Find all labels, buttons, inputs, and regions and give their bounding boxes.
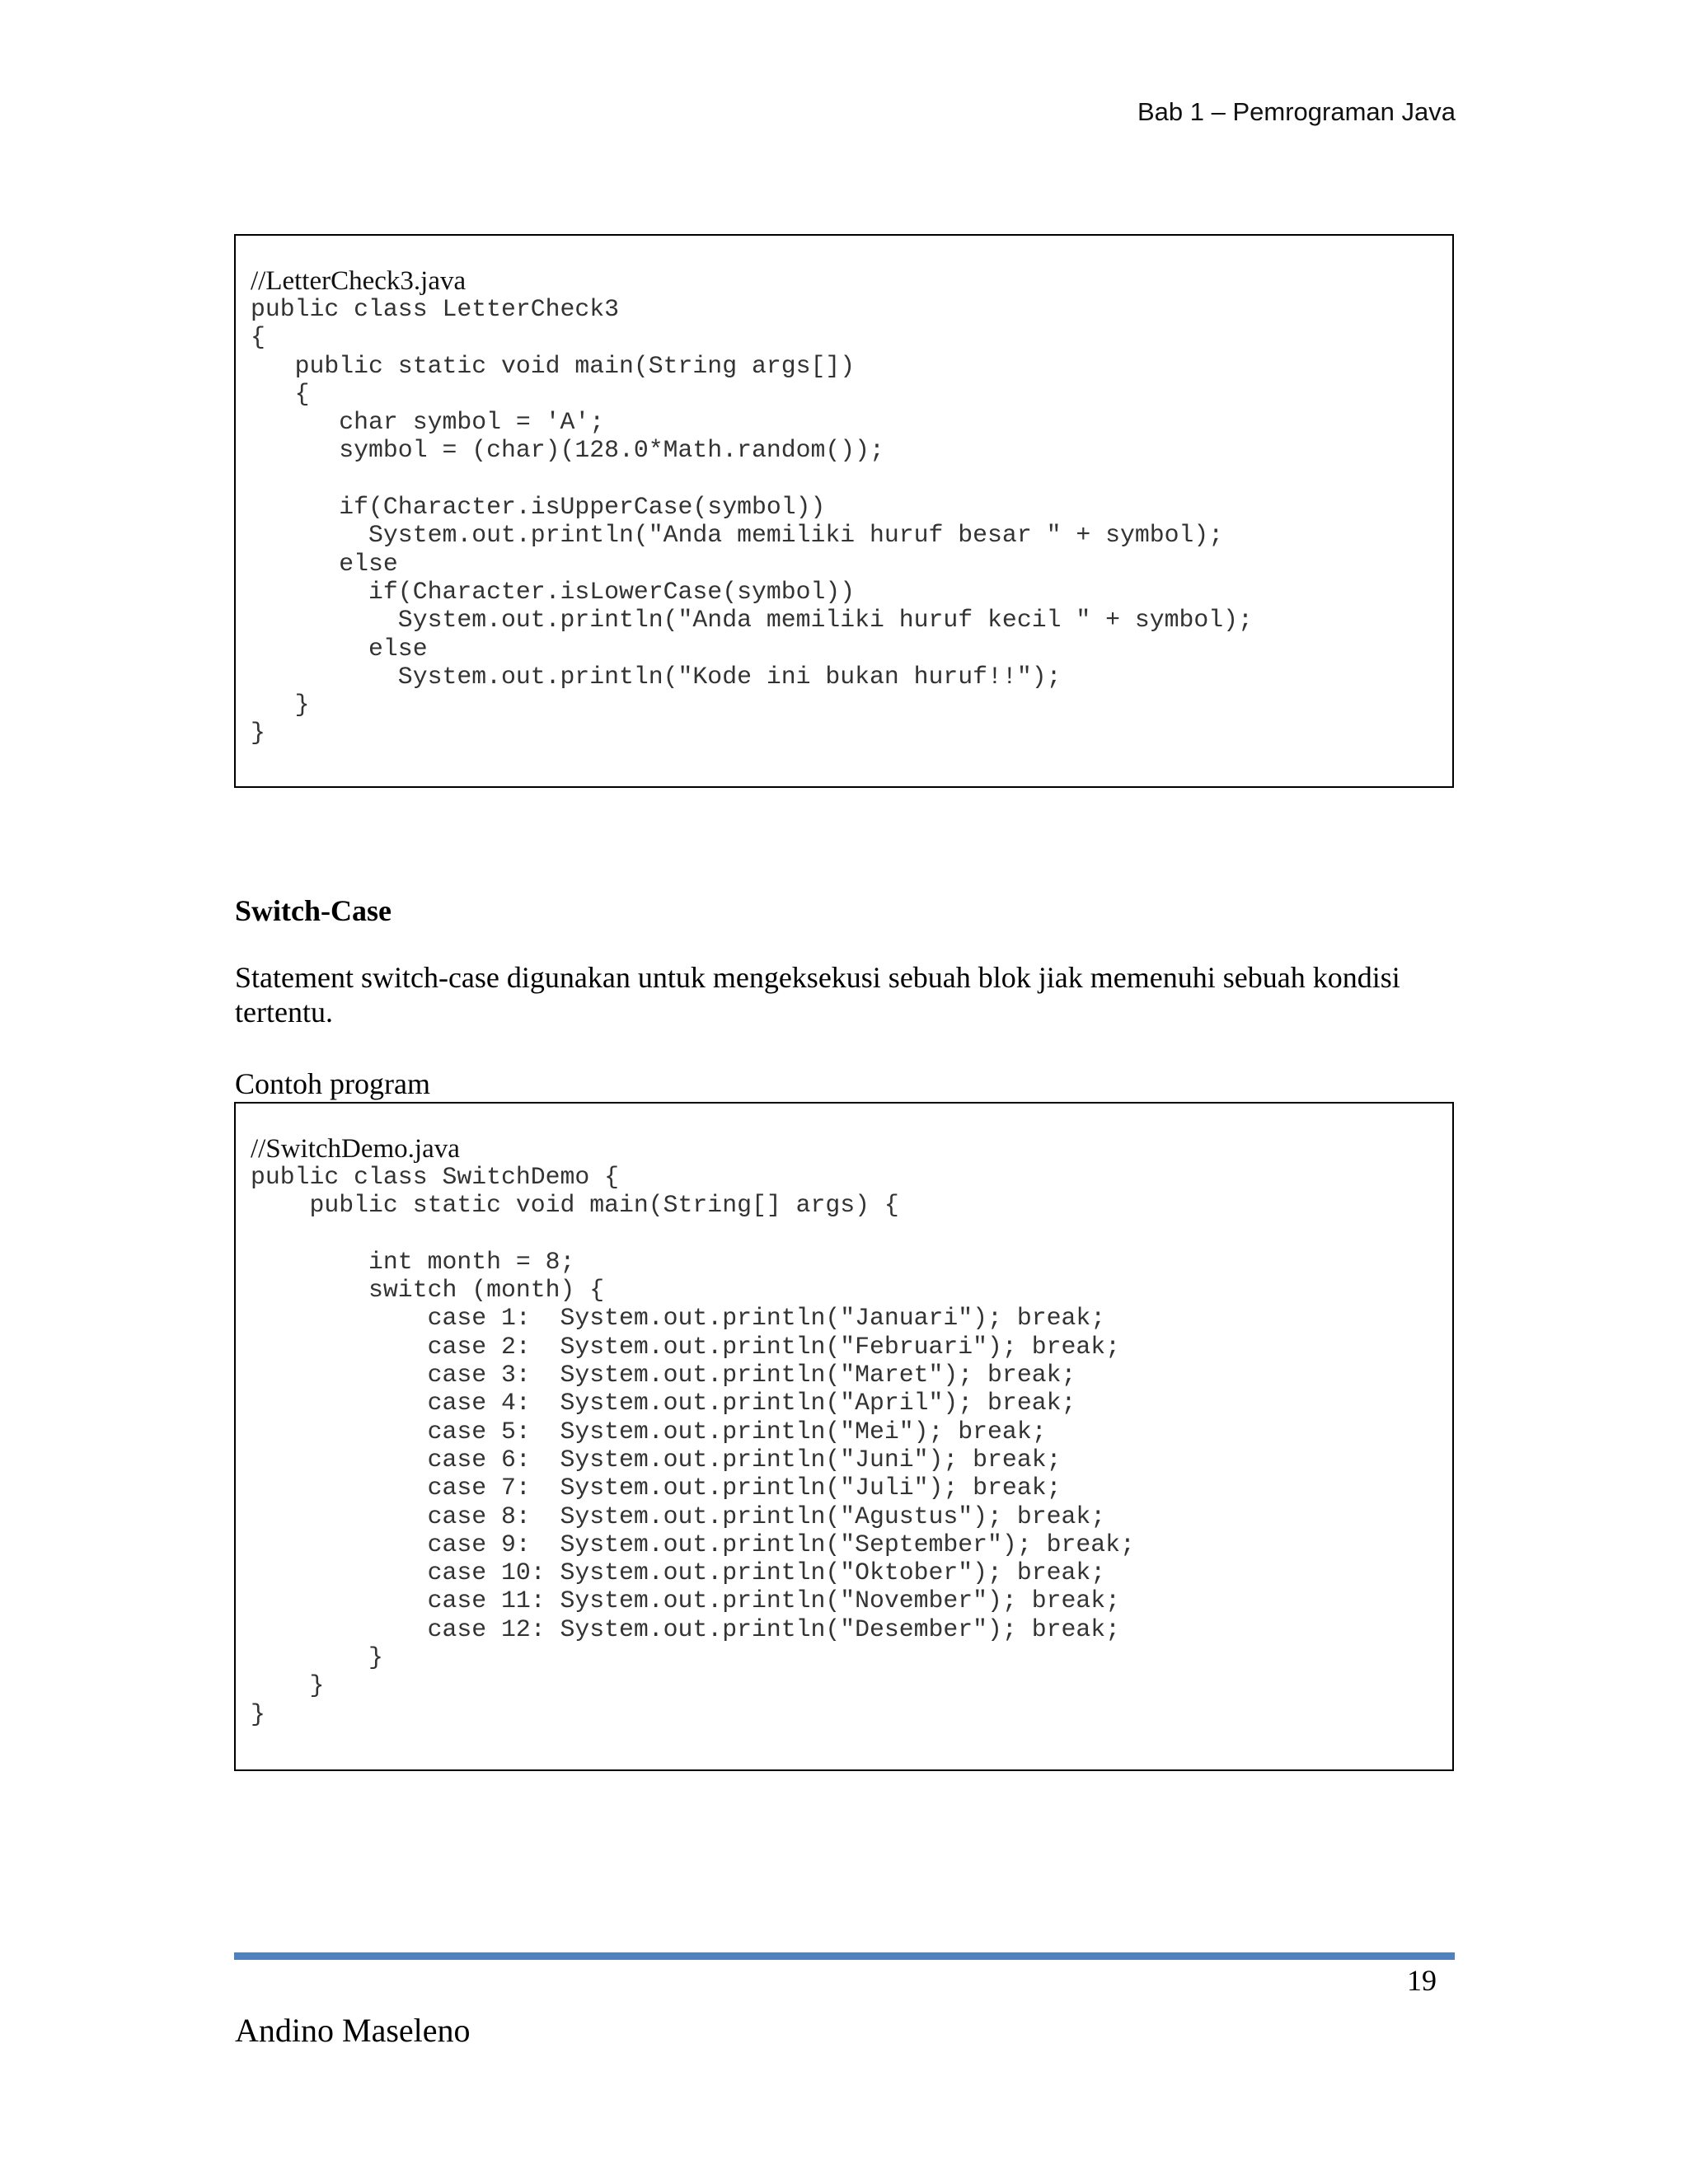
section-title: Switch-Case (235, 894, 392, 927)
footer-author: Andino Maseleno (235, 2012, 471, 2049)
page-number: 19 (1407, 1964, 1437, 1997)
code-filename: //LetterCheck3.java (251, 266, 467, 296)
example-label: Contoh program (235, 1067, 430, 1100)
code-block-switch-demo (234, 1102, 1454, 1771)
code-block-letter-check (234, 234, 1454, 788)
code-listing: public class SwitchDemo { public static void main(String[] args) { int month = 8; switch (month) { case 1: System.out.println("Januari"); break; case 2: System.out.println("Februari"); break; case 3: System.out.println("Maret"); break; case 4: System.out.println("April"); break; case 5: System.out.println("Mei"); break; case 6: System.out.println("Juni"); break; case 7: System.out.println("Juli"); break; case 8: System.out.println("Agustus"); break; case 9: System.out.println("September"); break; case 10: System.out.println("Oktober"); break; case 11: System.out.println("November"); break; case 12: System.out.println("Desember"); break; } } } (251, 1163, 1135, 1728)
section-paragraph: Statement switch-case digunakan untuk mengeksekusi sebuah blok jiak memenuhi sebuah kondisi tertentu. (235, 961, 1400, 1029)
footer-divider (234, 1952, 1455, 1960)
code-listing: public class LetterCheck3 { public static void main(String args[]) { char symbol = 'A'; symbol = (char)(128.0*Math.random()); if(Character.isUpperCase(symbol)) System.out.println("Anda memiliki huruf besar " + symbol); else if(Character.isLowerCase(symbol)) System.out.println("Anda memiliki huruf kecil " + symbol); else System.out.println("Kode ini bukan huruf!!"); } } (251, 295, 1253, 748)
code-filename: //SwitchDemo.java (251, 1134, 460, 1164)
page-header: Bab 1 – Pemrograman Java (1137, 97, 1456, 126)
